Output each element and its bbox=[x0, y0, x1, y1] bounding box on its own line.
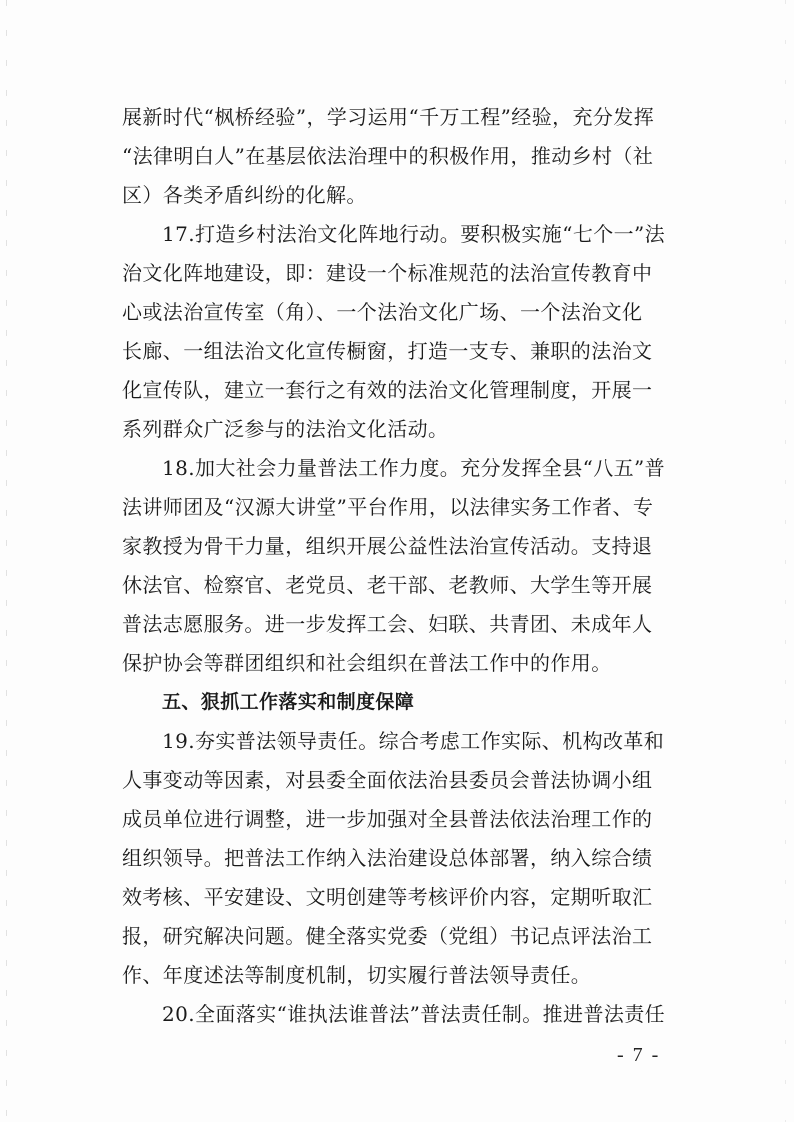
text-line: 17.打造乡村法治文化阵地行动。要积极实施“七个一”法 bbox=[162, 222, 666, 246]
text-line: 18.加大社会力量普法工作力度。充分发挥全县“八五”普 bbox=[162, 456, 666, 480]
text-line: 保护协会等群团组织和社会组织在普法工作中的作用。 bbox=[122, 651, 612, 675]
text-line: 效考核、平安建设、文明创建等考核评价内容，定期听取汇 bbox=[122, 885, 653, 909]
text-line: 19.夯实普法领导责任。综合考虑工作实际、机构改革和 bbox=[162, 729, 665, 753]
scan-edge-right bbox=[785, 0, 786, 1122]
text-line: 人事变动等因素，对县委全面依法治县委员会普法协调小组 bbox=[122, 768, 653, 792]
text-line: 化宣传队，建立一套行之有效的法治文化管理制度，开展一 bbox=[122, 378, 653, 402]
text-line: “法律明白人”在基层依法治理中的积极作用，推动乡村（社 bbox=[122, 144, 654, 168]
text-line: 区）各类矛盾纠纷的化解。 bbox=[122, 183, 367, 207]
text-line: 普法志愿服务。进一步发挥工会、妇联、共青团、未成年人 bbox=[122, 612, 653, 636]
text-line: 家教授为骨干力量，组织开展公益性法治宣传活动。支持退 bbox=[122, 534, 653, 558]
text-line: 心或法治宣传室（角）、一个法治文化广场、一个法治文化 bbox=[122, 300, 643, 324]
text-line: 组织领导。把普法工作纳入法治建设总体部署，纳入综合绩 bbox=[122, 846, 653, 870]
page-number: - 7 - bbox=[617, 1044, 661, 1066]
text-line: 法讲师团及“汉源大讲堂”平台作用，以法律实务工作者、专 bbox=[122, 495, 654, 519]
text-line: 休法官、检察官、老党员、老干部、老教师、大学生等开展 bbox=[122, 573, 653, 597]
body-text bbox=[122, 98, 682, 1034]
text-line: 作、年度述法等制度机制，切实履行普法领导责任。 bbox=[122, 963, 592, 987]
text-line: 20.全面落实“谁执法谁普法”普法责任制。推进普法责任 bbox=[162, 1002, 666, 1026]
section-heading: 五、狠抓工作落实和制度保障 bbox=[162, 691, 415, 713]
text-line: 系列群众广泛参与的法治文化活动。 bbox=[122, 417, 449, 441]
text-line: 展新时代“枫桥经验”，学习运用“千万工程”经验，充分发挥 bbox=[122, 105, 655, 129]
text-line: 长廊、一组法治文化宣传橱窗，打造一支专、兼职的法治文 bbox=[122, 339, 653, 363]
text-line: 成员单位进行调整，进一步加强对全县普法依法治理工作的 bbox=[122, 807, 653, 831]
text-line: 治文化阵地建设，即：建设一个标准规范的法治宣传教育中 bbox=[122, 261, 653, 285]
text-line: 报，研究解决问题。健全落实党委（党组）书记点评法治工 bbox=[122, 924, 653, 948]
scan-edge-left bbox=[6, 0, 7, 1122]
